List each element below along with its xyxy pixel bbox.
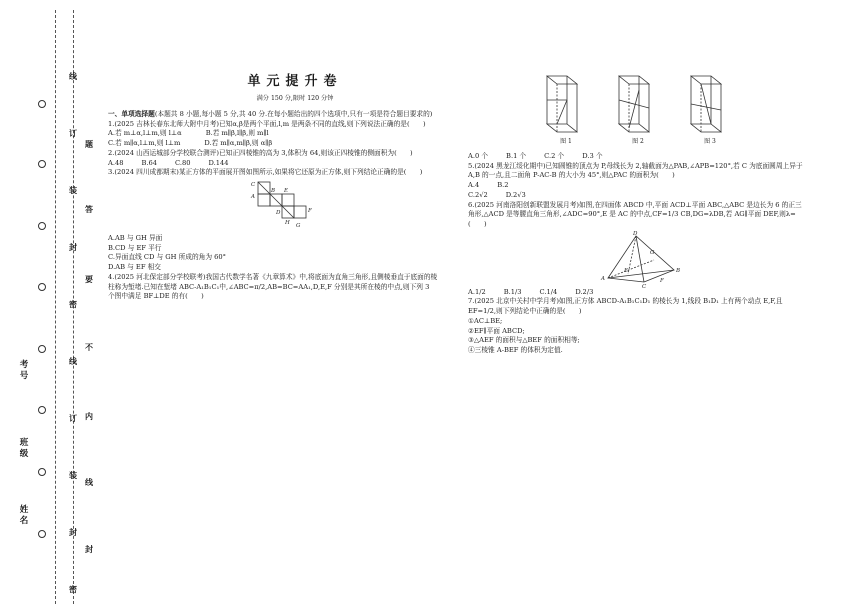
net-label: D (276, 210, 281, 217)
q4-option: C.2 个 (544, 152, 565, 160)
margin-char: 密 (69, 584, 77, 594)
question-4: 4.(2025 河北保定部分学校联考)我国古代数学名著《九章算术》中,将底面为直角三角形,且侧棱垂直于底面的棱柱称为堑堵.已知在堑堵 ABC-A₁B₁C₁中,∠ABC=π/2,AB=BC=AA₁,D,E,F 分别是其所在棱的中点,则下列 3 个图中满足 BF⊥DE 的有( ) (108, 272, 438, 301)
margin-char: 线 (69, 356, 77, 366)
figure-caption: 图 3 (704, 138, 716, 145)
binding-hole (38, 345, 46, 353)
margin-char: 线 (69, 71, 77, 81)
q2-option: A.48 (108, 158, 124, 167)
q3-option-a: A.AB 与 GH 异面 (108, 234, 163, 243)
q1-option-b: B.若 m∥β,l∥β,则 m∥l (205, 129, 269, 138)
q6-option: D.2/3 (575, 287, 594, 296)
net-label: H (285, 220, 290, 227)
question-5: 5.(2024 黑龙江绥化期中)已知圆锥的顶点为 P,母线长为 2,轴截面为△PAB,∠APB=120°,若 C 为底面圆周上异于 A,B 的一点,且二面角 P-AC-B 的大小为 45°,则△PAC 的面积为( ) (468, 161, 803, 180)
net-label: C (251, 182, 256, 189)
section-heading: 一、单项选择题 (108, 110, 155, 118)
name-label: 姓名 (19, 505, 29, 526)
q1-option-a: A.若 m⊥α,l⊥m,则 l⊥α (108, 129, 182, 138)
binding-hole (38, 406, 46, 414)
q4-option: A.0 个 (468, 152, 489, 160)
section-description: (本题共 8 小题,每小题 5 分,共 40 分.在每小题给出的四个选项中,只有一项是符合题目要求的) (154, 110, 433, 118)
q7-item: ③△AEF 的面积与△BEF 的面积相等; (468, 336, 580, 345)
margin-char: 答 (85, 204, 93, 214)
question-3: 3.(2024 四川成都期末)某正方体的平面展开图如图所示,如果将它还原为正方体,则下列结论正确的是( ) (108, 168, 423, 177)
net-label: B (271, 188, 276, 195)
tetra-label: F (660, 277, 664, 284)
margin-char: 不 (85, 342, 93, 352)
question-2: 2.(2024 山西运城部分学校联合测评)已知正四棱锥的高为 3,体积为 64,则该正四棱锥的侧面积为( ) (108, 148, 413, 157)
q4-option: B.1 个 (506, 152, 527, 160)
q1-option-d: D.若 m∥α,m∥β,则 α∥β (204, 139, 273, 148)
q6-option: B.1/3 (503, 287, 522, 296)
margin-char: 封 (69, 242, 77, 252)
margin-char: 要 (85, 274, 93, 284)
net-label: E (284, 188, 289, 195)
page-title: 单元提升卷 (247, 74, 343, 89)
tetrahedron-figure (468, 230, 808, 288)
tetra-label: G (650, 249, 655, 256)
tetra-label: B (676, 267, 681, 274)
q5-option: C.2√2 (468, 190, 488, 199)
binding-hole (38, 160, 46, 168)
exam-number-label: 考号 (19, 360, 29, 381)
binding-hole (38, 100, 46, 108)
q4-option: D.3 个 (582, 152, 603, 160)
question-7: 7.(2025 北京中关村中学月考)如图,正方体 ABCD-A₁B₁C₁D₁ 的棱长为 1,线段 B₁D₁ 上有两个动点 E,F,且 EF=1/2,则下列结论中正确的是( ) (468, 297, 783, 316)
q5-option: A.4 (468, 181, 480, 190)
margin-char: 订 (69, 128, 77, 138)
q2-option: D.144 (208, 158, 229, 167)
question-6: 6.(2025 河南洛阳创新联盟发展月考)如图,在四面体 ABCD 中,平面 ACD⊥平面 ABC,△ABC 是边长为 6 的正三角形,△ACD 是等腰直角三角形,∠ADC=90°,E 是 AC 的中点,CF=1/3 CB,DG=λDB,若 AG∥平面 DEF,则λ=( ) (468, 200, 802, 229)
q3-option-b: B.CD 与 EF 平行 (108, 243, 162, 252)
right-column (468, 70, 808, 356)
margin-char: 封 (85, 544, 93, 554)
q6-option: A.1/2 (468, 287, 486, 296)
net-label: F (308, 208, 312, 215)
q7-item: ②EF∥平面 ABCD; (468, 326, 525, 335)
question-1: 1.(2025 吉林长春东北师大附中月考)已知α,β是两个平面,l,m 是两条不同的直线,则下列说法正确的是( ) (108, 119, 426, 128)
margin-char: 封 (69, 527, 77, 537)
net-label: A (251, 194, 255, 201)
margin-char: 订 (69, 413, 77, 423)
tetra-label: E (624, 267, 629, 274)
figure-caption: 图 1 (560, 138, 572, 145)
q6-option: C.1/4 (539, 287, 558, 296)
margin-char: 装 (69, 470, 77, 480)
prism-figures (468, 70, 808, 148)
prism-figure-2 (613, 70, 663, 148)
q7-item: ④三棱锥 A-BEF 的体积为定值. (468, 346, 563, 355)
net-label: G (296, 223, 301, 230)
q7-item: ①AC⊥BE; (468, 316, 503, 325)
page-subtitle: 满分 150 分,限时 120 分钟 (256, 95, 334, 102)
left-column (108, 110, 438, 302)
q2-option: C.80 (175, 158, 191, 167)
binding-hole (38, 222, 46, 230)
q5-option: B.2 (497, 181, 509, 190)
q3-option-d: D.AB 与 EF 相交 (108, 263, 161, 272)
fold-line (55, 10, 56, 604)
q2-option: B.64 (141, 158, 158, 167)
margin-char: 密 (69, 299, 77, 309)
margin-char: 题 (85, 139, 93, 149)
q5-option: D.2√3 (505, 190, 526, 199)
tetra-label: D (633, 230, 638, 237)
margin-char: 装 (69, 185, 77, 195)
binding-margin (0, 0, 100, 608)
binding-hole (38, 283, 46, 291)
prism-figure-3 (685, 70, 735, 148)
binding-hole (38, 468, 46, 476)
margin-char: 内 (85, 411, 93, 421)
q3-option-c: C.异面直线 CD 与 GH 所成的角为 60° (108, 253, 227, 262)
q1-option-c: C.若 m∥α,l⊥m,则 l⊥m (108, 139, 181, 148)
binding-hole (38, 530, 46, 538)
tetra-label: A (601, 275, 605, 282)
prism-figure-1 (541, 70, 591, 148)
figure-caption: 图 2 (632, 138, 644, 145)
cube-net-figure (108, 178, 438, 234)
class-label: 班级 (19, 438, 29, 459)
tetra-label: C (642, 283, 647, 288)
margin-char: 线 (85, 477, 93, 487)
